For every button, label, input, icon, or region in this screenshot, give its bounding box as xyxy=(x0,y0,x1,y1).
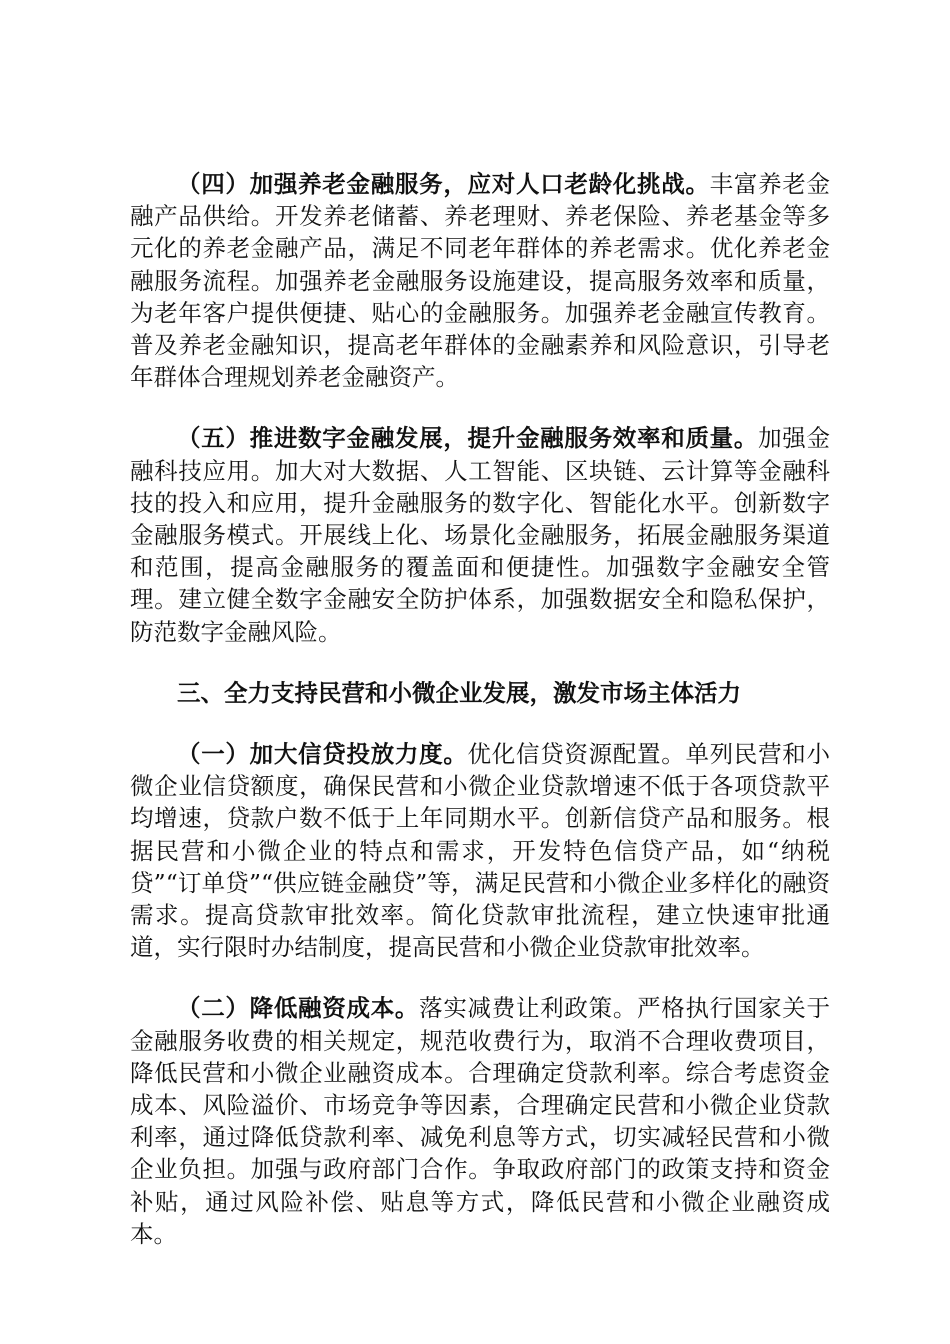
paragraph-chapter-3-section-1 xyxy=(130,738,830,963)
chapter-3-section-1-heading: （一）加大信贷投放力度。 xyxy=(177,740,468,769)
section-4-heading: （四）加强养老金融服务，应对人口老龄化挑战。 xyxy=(177,170,710,198)
chapter-3-title: 三、全力支持民营和小微企业发展，激发市场主体活力 xyxy=(177,678,741,707)
section-5-heading: （五）推进数字金融发展，提升金融服务效率和质量。 xyxy=(177,424,759,453)
paragraph-chapter-3-section-2 xyxy=(130,992,830,1250)
chapter-3-section-2-heading: （二）降低融资成本。 xyxy=(177,994,420,1023)
paragraph-section-5 xyxy=(130,422,830,647)
chapter-3-section-1-body: 优化信贷资源配置。单列民营和小微企业信贷额度，确保民营和小微企业贷款增速不低于各项贷款平均增速，贷款户数不低于上年同期水平。创新信贷产品和服务。根据民营和小微企业的特点和需求，开发特色信贷产品，如“纳税贷”“订单贷”“供应链金融贷”等，满足民营和小微企业多样化的融资需求。提高贷款审批效率。简化贷款审批流程，建立快速审批通道，实行限时办结制度，提高民营和小微企业贷款审批效率。 xyxy=(130,740,831,962)
chapter-3-section-2-body: 落实减费让利政策。严格执行国家关于金融服务收费的相关规定，规范收费行为，取消不合理收费项目，降低民营和小微企业融资成本。合理确定贷款利率。综合考虑资金成本、风险溢价、市场竞争等因素，合理确定民营和小微企业贷款利率，通过降低贷款利率、减免利息等方式，切实减轻民营和小微企业负担。加强与政府部门合作。争取政府部门的政策支持和资金补贴，通过风险补偿、贴息等方式，降低民营和小微企业融资成本。 xyxy=(130,994,831,1248)
document-page xyxy=(130,168,830,1279)
section-5-body: 加强金融科技应用。加大对大数据、人工智能、区块链、云计算等金融科技的投入和应用，提升金融服务的数字化、智能化水平。创新数字金融服务模式。开展线上化、场景化金融服务，拓展金融服务渠道和范围，提高金融服务的覆盖面和便捷性。加强数字金融安全管理。建立健全数字金融安全防护体系，加强数据安全和隐私保护，防范数字金融风险。 xyxy=(130,424,831,646)
paragraph-section-4 xyxy=(130,168,830,393)
section-4-body: 丰富养老金融产品供给。开发养老储蓄、养老理财、养老保险、养老基金等多元化的养老金融产品，满足不同老年群体的养老需求。优化养老金融服务流程。加强养老金融服务设施建设，提高服务效率和质量，为老年客户提供便捷、贴心的金融服务。加强养老金融宣传教育。普及养老金融知识，提高老年群体的金融素养和风险意识，引导老年群体合理规划养老金融资产。 xyxy=(130,170,831,392)
